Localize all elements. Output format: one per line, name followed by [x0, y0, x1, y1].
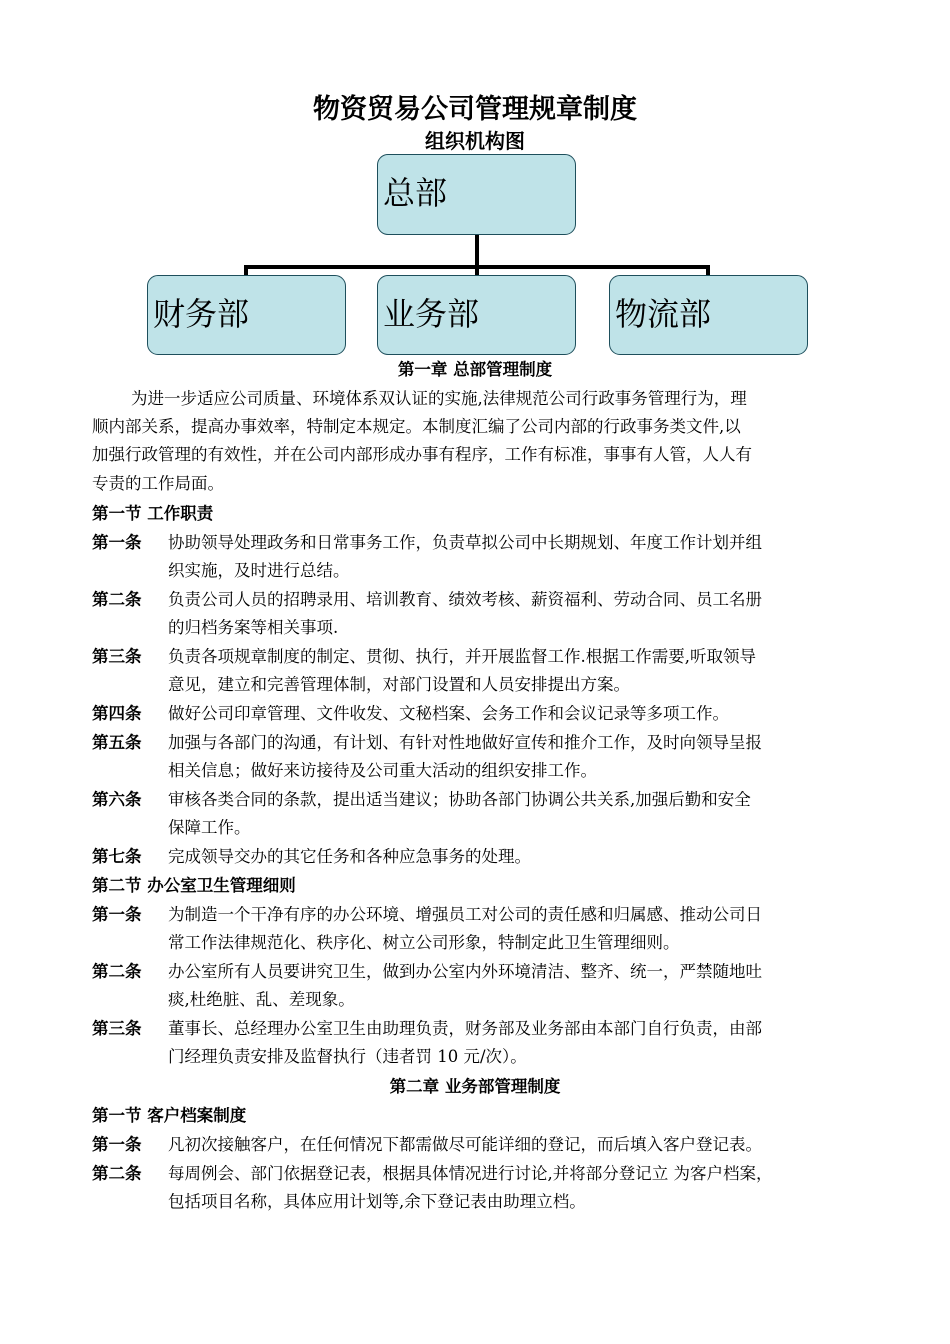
document-title: 物资贸易公司管理规章制度: [313, 94, 637, 125]
article-text: 为制造一个干净有序的办公环境、增强员工对公司的责任感和归属感、推动公司日: [168, 905, 762, 924]
article-text: 保障工作。: [168, 818, 251, 837]
chapter-1-heading: 第一章 总部管理制度: [397, 360, 553, 379]
article-text: 负责各项规章制度的制定、贯彻、执行，并开展监督工作.根据工作需要,听取领导: [168, 647, 756, 666]
article-text: 董事长、总经理办公室卫生由助理负责，财务部及业务部由本部门自行负责，由部: [168, 1019, 762, 1038]
article-text: 办公室所有人员要讲究卫生，做到办公室内外环境清洁、整齐、统一，严禁随地吐: [168, 962, 762, 981]
article-label: 第二条: [92, 1164, 142, 1183]
org-chart-title: 组织机构图: [425, 129, 525, 153]
article-label: 第一条: [92, 533, 142, 552]
article-text: 相关信息；做好来访接待及公司重大活动的组织安排工作。: [168, 761, 597, 780]
article-text: 做好公司印章管理、文件收发、文秘档案、会务工作和会议记录等多项工作。: [168, 704, 729, 723]
article-label: 第三条: [92, 1019, 142, 1038]
article-label: 第七条: [92, 847, 142, 866]
article-text: 完成领导交办的其它任务和各种应急事务的处理。: [168, 847, 531, 866]
article-label: 第三条: [92, 647, 142, 666]
article-label: 第一条: [92, 905, 142, 924]
article-label: 第四条: [92, 704, 142, 723]
org-box-headquarters: 总部: [377, 154, 576, 235]
section-heading: 第二节 办公室卫生管理细则: [92, 876, 296, 895]
article-text: 的归档务案等相关事项.: [168, 618, 339, 637]
article-label: 第二条: [92, 590, 142, 609]
intro-line: 顺内部关系，提高办事效率，特制定本规定。本制度汇编了公司内部的行政事务类文件,以: [92, 417, 741, 436]
article-text: 协助领导处理政务和日常事务工作，负责草拟公司中长期规划、年度工作计划并组: [168, 533, 762, 552]
org-box-business: 业务部: [377, 275, 576, 355]
article-text: 包括项目名称，具体应用计划等,余下登记表由助理立档。: [168, 1192, 586, 1211]
article-label: 第六条: [92, 790, 142, 809]
article-text: 加强与各部门的沟通，有计划、有针对性地做好宣传和推介工作，及时向领导呈报: [168, 733, 762, 752]
section-heading: 第一节 工作职责: [92, 504, 214, 523]
intro-line: 加强行政管理的有效性，并在公司内部形成办事有程序，工作有标准，事事有人管，人人有: [92, 445, 752, 464]
intro-line: 专责的工作局面。: [92, 474, 224, 493]
article-text: 凡初次接触客户，在任何情况下都需做尽可能详细的登记，而后填入客户登记表。: [168, 1135, 762, 1154]
article-text: 负责公司人员的招聘录用、培训教育、绩效考核、薪资福利、劳动合同、员工名册: [168, 590, 762, 609]
org-box-logistics: 物流部: [609, 275, 808, 355]
chapter-2-heading: 第二章 业务部管理制度: [389, 1077, 561, 1096]
section-heading: 第一节 客户档案制度: [92, 1106, 247, 1125]
article-label: 第五条: [92, 733, 142, 752]
org-box-finance: 财务部: [147, 275, 346, 355]
article-label: 第一条: [92, 1135, 142, 1154]
article-text: 门经理负责安排及监督执行（违者罚 10 元/次）。: [168, 1047, 527, 1066]
intro-line: 为进一步适应公司质量、环境体系双认证的实施,法律规范公司行政事务管理行为，理: [131, 389, 747, 408]
article-text: 痰,杜绝脏、乱、差现象。: [168, 990, 355, 1009]
article-text: 审核各类合同的条款，提出适当建议；协助各部门协调公共关系,加强后勤和安全: [168, 790, 751, 809]
article-text: 织实施，及时进行总结。: [168, 561, 350, 580]
article-text: 常工作法律规范化、秩序化、树立公司形象，特制定此卫生管理细则。: [168, 933, 680, 952]
article-label: 第二条: [92, 962, 142, 981]
article-text: 意见，建立和完善管理体制，对部门设置和人员安排提出方案。: [168, 675, 630, 694]
article-text: 每周例会、部门依据登记表，根据具体情况进行讨论,并将部分登记立 为客户档案，: [168, 1164, 773, 1183]
